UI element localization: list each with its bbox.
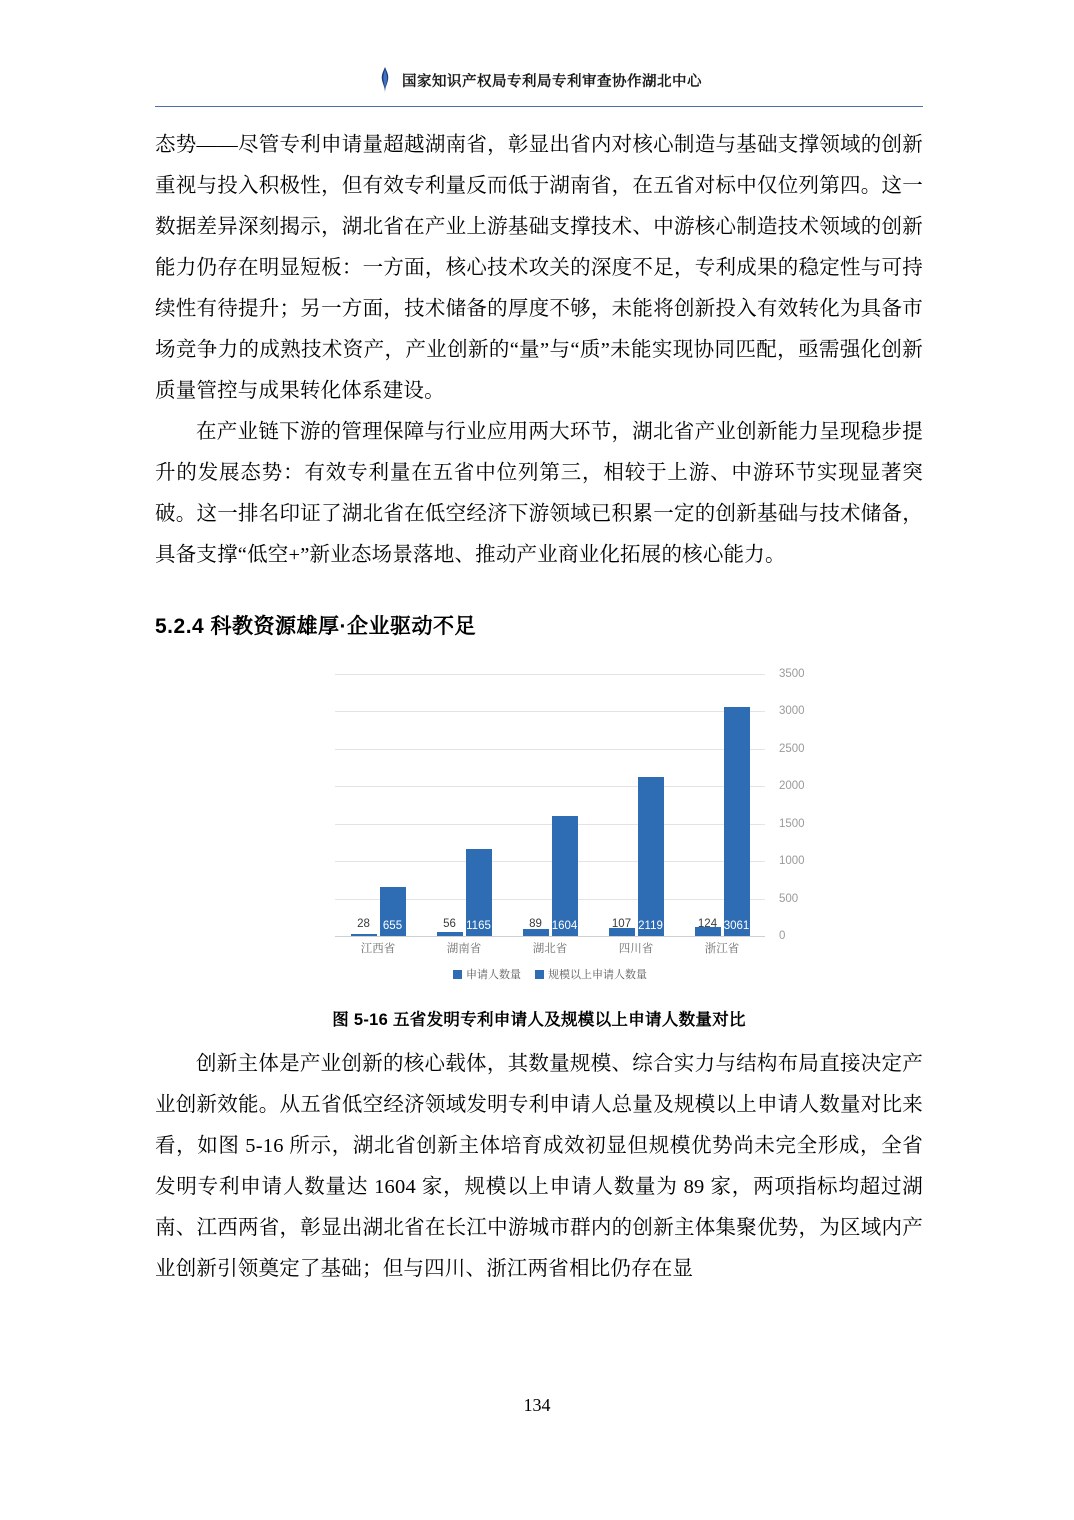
y-tick-2000: 2000 bbox=[779, 780, 805, 793]
page-content bbox=[155, 125, 923, 1290]
legend-label-applicants: 申请人数量 bbox=[466, 969, 521, 981]
bar-value-applicants-hubei: 1604 bbox=[551, 920, 578, 932]
x-label-sichuan: 四川省 bbox=[618, 943, 654, 955]
institution-logo-icon bbox=[376, 67, 394, 93]
bar-value-scale-sichuan: 107 bbox=[611, 918, 632, 930]
chart-x-axis bbox=[335, 936, 765, 937]
bar-applicants-sichuan bbox=[638, 777, 664, 936]
legend-item-scale bbox=[535, 966, 647, 982]
chart-x-labels bbox=[335, 940, 765, 956]
chart-bars bbox=[335, 674, 765, 936]
bar-scale-zhejiang bbox=[695, 918, 721, 936]
paragraph-2: 在产业链下游的管理保障与行业应用两大环节，湖北省产业创新能力呈现稳步提升的发展态势：有效专利量在五省中位列第三，相较于上游、中游环节实现显著突破。这一排名印证了湖北省在低空经济下游领域已积累一定的创新基础与技术储备，具备支撑“低空+”新业态场景落地、推动产业商业化拓展的核心能力。 bbox=[155, 421, 923, 566]
x-label-hubei: 湖北省 bbox=[532, 943, 568, 955]
legend-swatch-scale bbox=[535, 970, 544, 979]
y-tick-2500: 2500 bbox=[779, 742, 805, 755]
y-tick-3500: 3500 bbox=[779, 668, 805, 680]
bar-group-zhejiang bbox=[679, 674, 765, 936]
bar-value-scale-hunan: 56 bbox=[443, 918, 456, 930]
bar-applicants-hubei bbox=[552, 816, 578, 936]
bar-value-applicants-hunan: 1165 bbox=[466, 920, 491, 932]
y-tick-1500: 1500 bbox=[779, 817, 805, 830]
bar-applicants-zhejiang bbox=[724, 707, 750, 936]
bar-value-applicants-jiangxi: 655 bbox=[382, 920, 403, 932]
bar-value-applicants-zhejiang: 3061 bbox=[723, 920, 750, 932]
figure-caption: 图 5-16 五省发明专利申请人及规模以上申请人数量对比 bbox=[332, 1011, 746, 1029]
header-title: 国家知识产权局专利局专利审查协作湖北中心 bbox=[402, 73, 702, 90]
paragraph-1: 态势——尽管专利申请量超越湖南省，彰显出省内对核心制造与基础支撑领域的创新重视与投入积极性，但有效专利量反而低于湖南省，在五省对标中仅位列第四。这一数据差异深刻揭示，湖北省在产业上游基础支撑技术、中游核心制造技术领域的创新能力仍存在明显短板：一方面，核心技术攻关的深度不足，专利成果的稳定性与可持续性有待提升；另一方面，技术储备的厚度不够，未能将创新投入有效转化为具备市场竞争力的成熟技术资产，产业创新的“量”与“质”未能实现协同匹配，亟需强化创新质量管控与成果转化体系建设。 bbox=[155, 134, 923, 402]
legend-label-scale: 规模以上申请人数量 bbox=[548, 969, 647, 981]
y-tick-3000: 3000 bbox=[779, 705, 805, 718]
page-header bbox=[155, 62, 923, 107]
bar-group-jiangxi bbox=[335, 674, 421, 936]
bar-group-hubei bbox=[507, 674, 593, 936]
x-label-hunan: 湖南省 bbox=[446, 943, 482, 955]
bar-applicants-hunan bbox=[466, 849, 492, 936]
legend-swatch-applicants bbox=[453, 970, 462, 979]
bar-applicants-jiangxi bbox=[380, 887, 406, 936]
bar-value-scale-zhejiang: 124 bbox=[697, 918, 718, 930]
figure-chart bbox=[155, 664, 923, 994]
chart-plot-area bbox=[335, 668, 805, 942]
paragraph-3: 创新主体是产业创新的核心载体，其数量规模、综合实力与结构布局直接决定产业创新效能。从五省低空经济领域发明专利申请人总量及规模以上申请人数量对比来看，如图 5-16 所示，湖北省创新主体培育成效初显但规模优势尚未完全形成，全省发明专利申请人数量达 1604 家，规模以上申请人数量为 89 家，两项指标均超过湖南、江西两省，彰显出湖北省在长江中游城市群内的创新主体集聚优势，为区域内产业创新引领奠定了基础；但与四川、浙江两省相比仍存在显 bbox=[155, 1053, 923, 1280]
chart-legend bbox=[335, 966, 765, 982]
y-tick-500: 500 bbox=[779, 892, 799, 905]
bar-value-scale-jiangxi: 28 bbox=[357, 918, 370, 930]
bar-value-scale-hubei: 89 bbox=[529, 918, 542, 930]
bar-scale-sichuan bbox=[609, 918, 635, 936]
bar-group-sichuan bbox=[593, 674, 679, 936]
bar-value-applicants-sichuan: 2119 bbox=[638, 920, 663, 932]
section-heading: 5.2.4 科教资源雄厚·企业驱动不足 bbox=[155, 615, 477, 638]
x-label-zhejiang: 浙江省 bbox=[704, 943, 740, 955]
legend-item-applicants bbox=[453, 966, 521, 982]
bar-group-hunan bbox=[421, 674, 507, 936]
bar-scale-hubei bbox=[523, 918, 549, 936]
y-tick-0: 0 bbox=[779, 930, 786, 942]
page-number: 134 bbox=[523, 1395, 551, 1415]
y-tick-1000: 1000 bbox=[779, 855, 805, 868]
x-label-jiangxi: 江西省 bbox=[360, 943, 396, 955]
